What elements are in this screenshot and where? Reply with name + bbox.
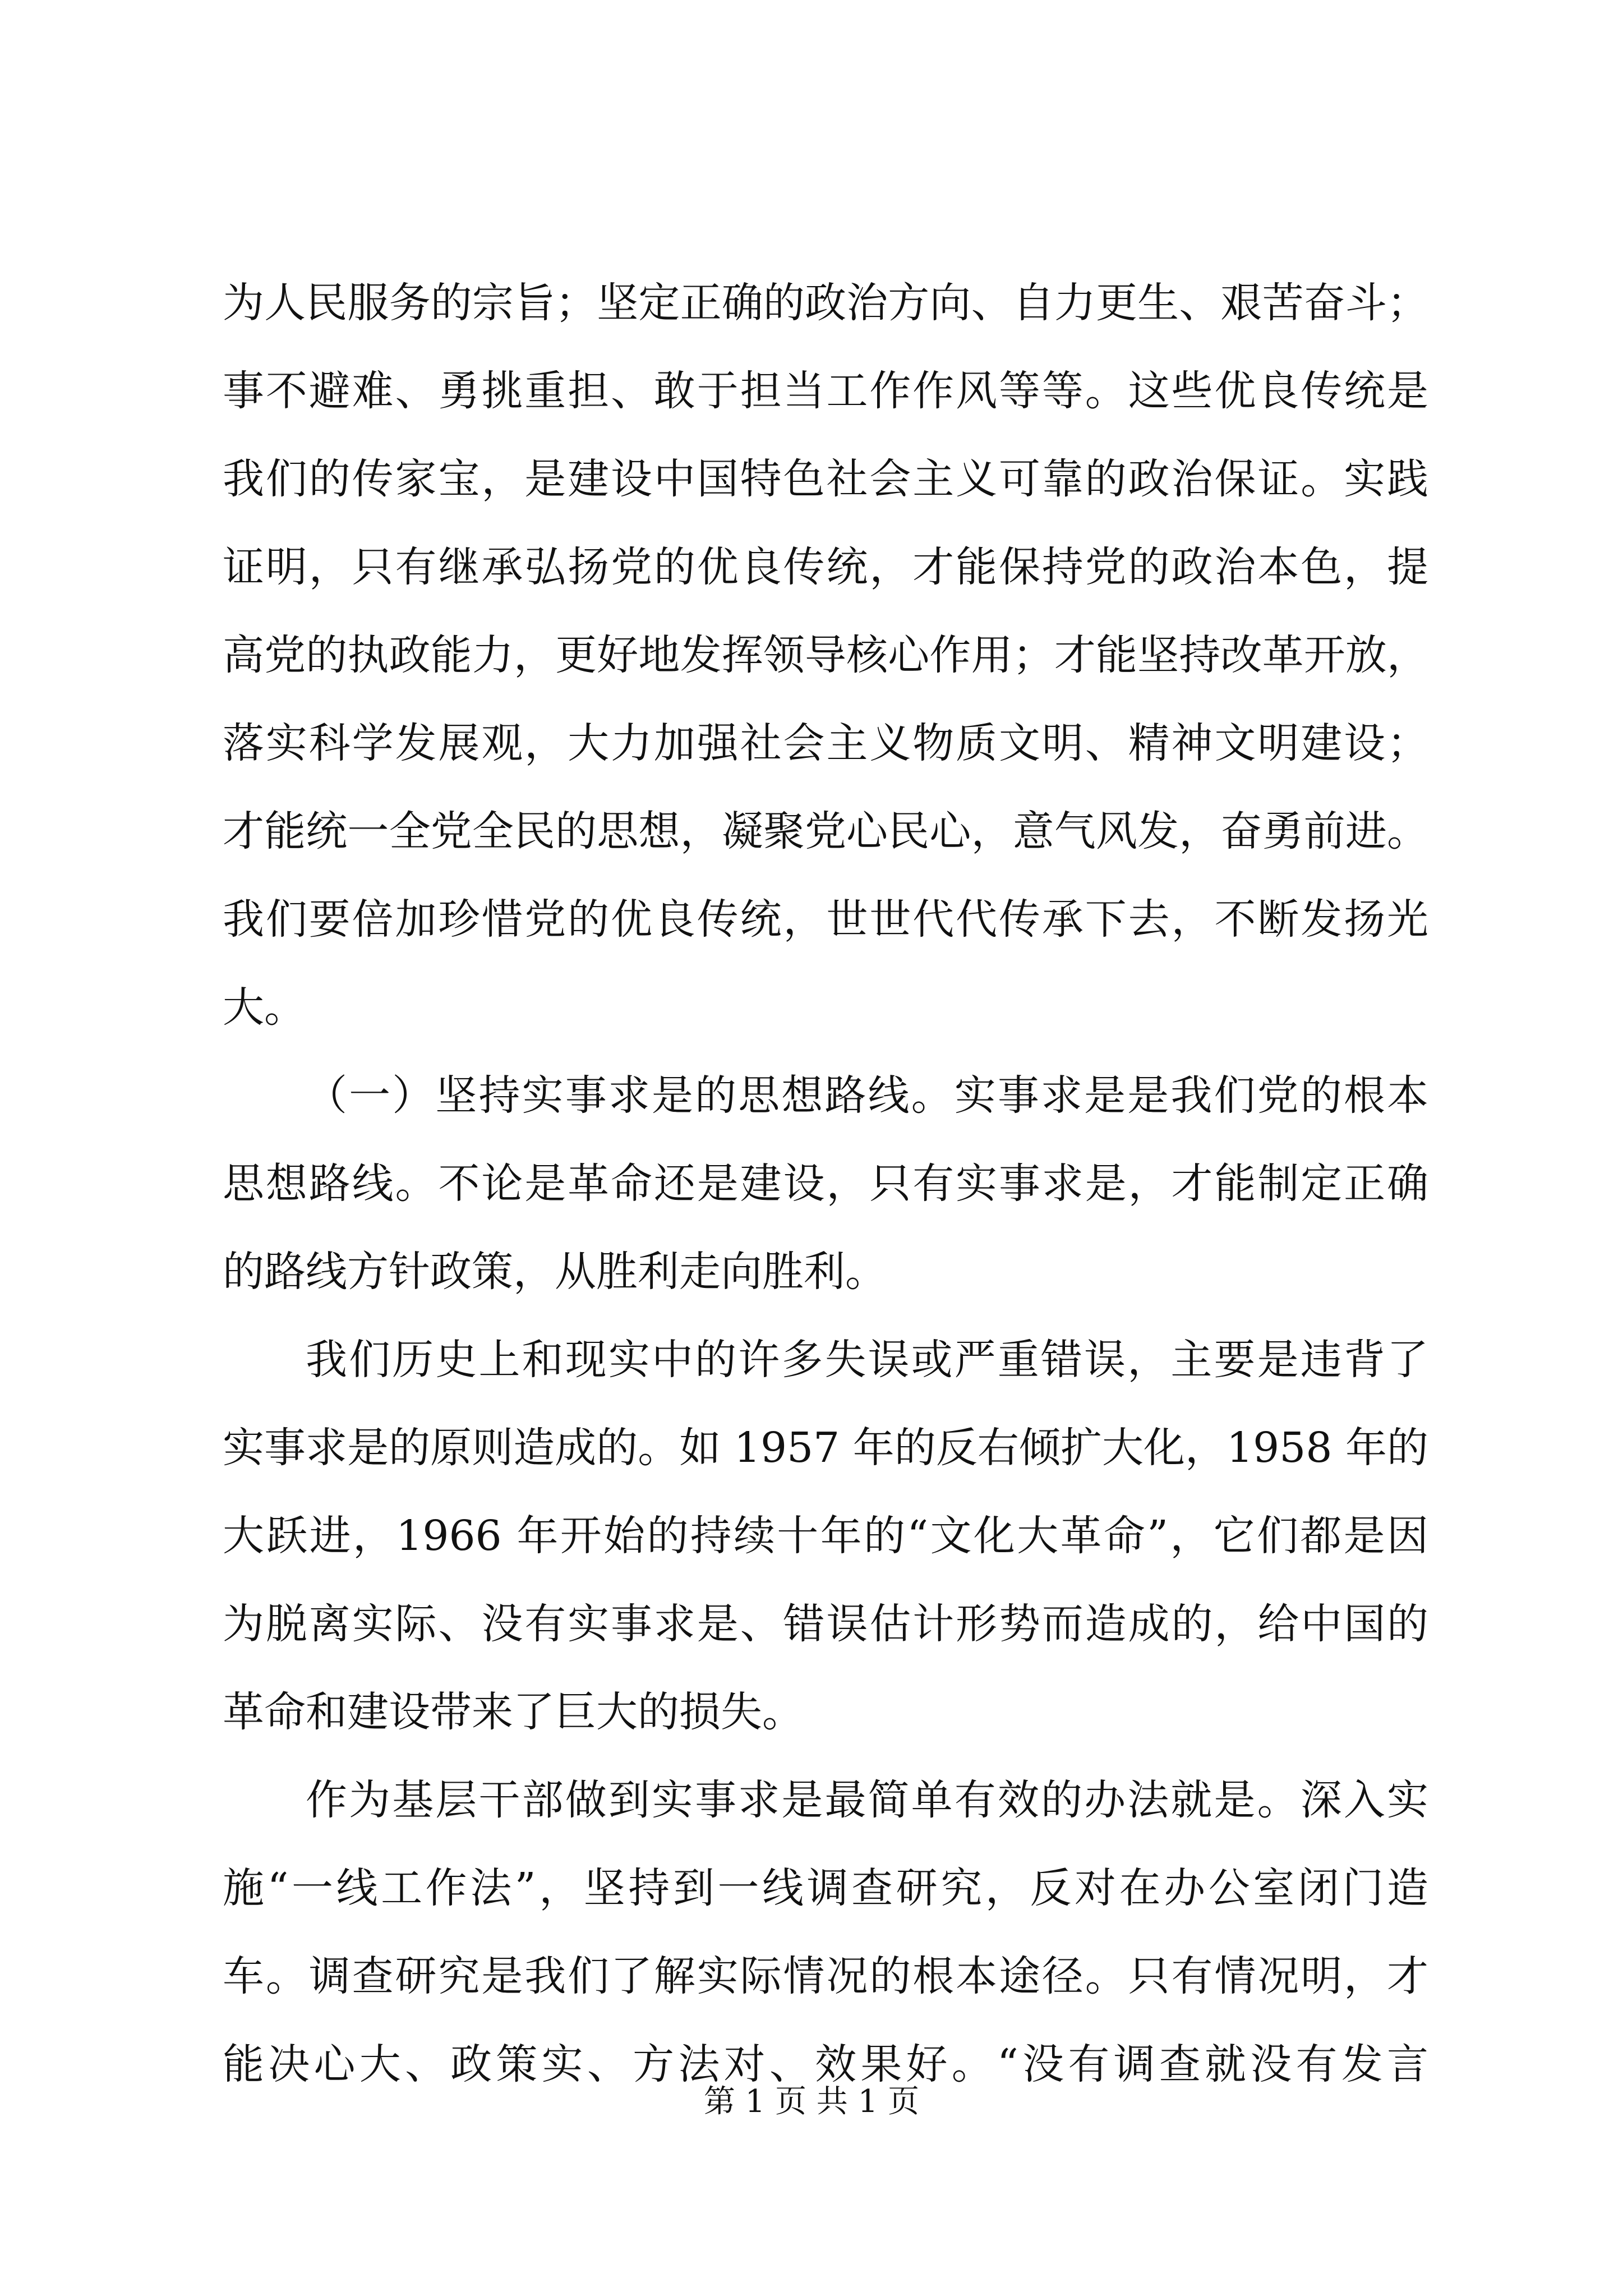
text-line: 大。 bbox=[223, 983, 306, 1032]
paragraph bbox=[223, 1756, 1428, 2109]
text-line: 革命和建设带来了巨大的损失。 bbox=[223, 1688, 804, 1736]
text-line: （一）坚持实事求是的思想路线。实事求是是我们党的根本 bbox=[306, 1071, 1428, 1120]
text-line: 我们的传家宝，是建设中国特色社会主义可靠的政治保证。实践 bbox=[223, 455, 1428, 503]
page-number-label: 第 1 页 共 1 页 bbox=[703, 2083, 920, 2120]
paragraph bbox=[223, 1052, 1428, 1316]
paragraph bbox=[223, 259, 1428, 1052]
text-line: 才能统一全党全民的思想，凝聚党心民心，意气风发，奋勇前进。 bbox=[223, 807, 1428, 855]
text-line: 车。调查研究是我们了解实际情况的根本途径。只有情况明，才 bbox=[223, 1952, 1428, 2000]
text-line: 大跃进，1966 年开始的持续十年的“文化大革命”，它们都是因 bbox=[223, 1512, 1428, 1560]
text-line: 作为基层干部做到实事求是最简单有效的办法就是。深入实 bbox=[306, 1776, 1428, 1824]
text-line: 能决心大、政策实、方法对、效果好。“没有调查就没有发言 bbox=[223, 2040, 1428, 2088]
text-line: 我们要倍加珍惜党的优良传统，世世代代传承下去，不断发扬光 bbox=[223, 895, 1428, 944]
text-line: 为脱离实际、没有实事求是、错误估计形势而造成的，给中国的 bbox=[223, 1600, 1428, 1648]
text-line: 为人民服务的宗旨；坚定正确的政治方向、自力更生、艰苦奋斗； bbox=[223, 279, 1428, 327]
text-line: 我们历史上和现实中的许多失误或严重错误，主要是违背了 bbox=[306, 1336, 1428, 1384]
document-body bbox=[223, 259, 1428, 2109]
text-line: 事不避难、勇挑重担、敢于担当工作作风等等。这些优良传统是 bbox=[223, 367, 1428, 415]
text-line: 证明，只有继承弘扬党的优良传统，才能保持党的政治本色，提 bbox=[223, 543, 1428, 591]
text-line: 实事求是的原则造成的。如 1957 年的反右倾扩大化，1958 年的 bbox=[223, 1424, 1428, 1472]
text-line: 思想路线。不论是革命还是建设，只有实事求是，才能制定正确 bbox=[223, 1159, 1428, 1208]
page-footer bbox=[0, 2082, 1623, 2122]
text-line: 施“一线工作法”，坚持到一线调查研究，反对在办公室闭门造 bbox=[223, 1864, 1428, 1912]
text-line: 的路线方针政策，从胜利走向胜利。 bbox=[223, 1248, 887, 1296]
paragraph bbox=[223, 1316, 1428, 1756]
text-line: 落实科学发展观，大力加强社会主义物质文明、精神文明建设； bbox=[223, 719, 1428, 767]
text-line: 高党的执政能力，更好地发挥领导核心作用；才能坚持改革开放， bbox=[223, 631, 1428, 679]
